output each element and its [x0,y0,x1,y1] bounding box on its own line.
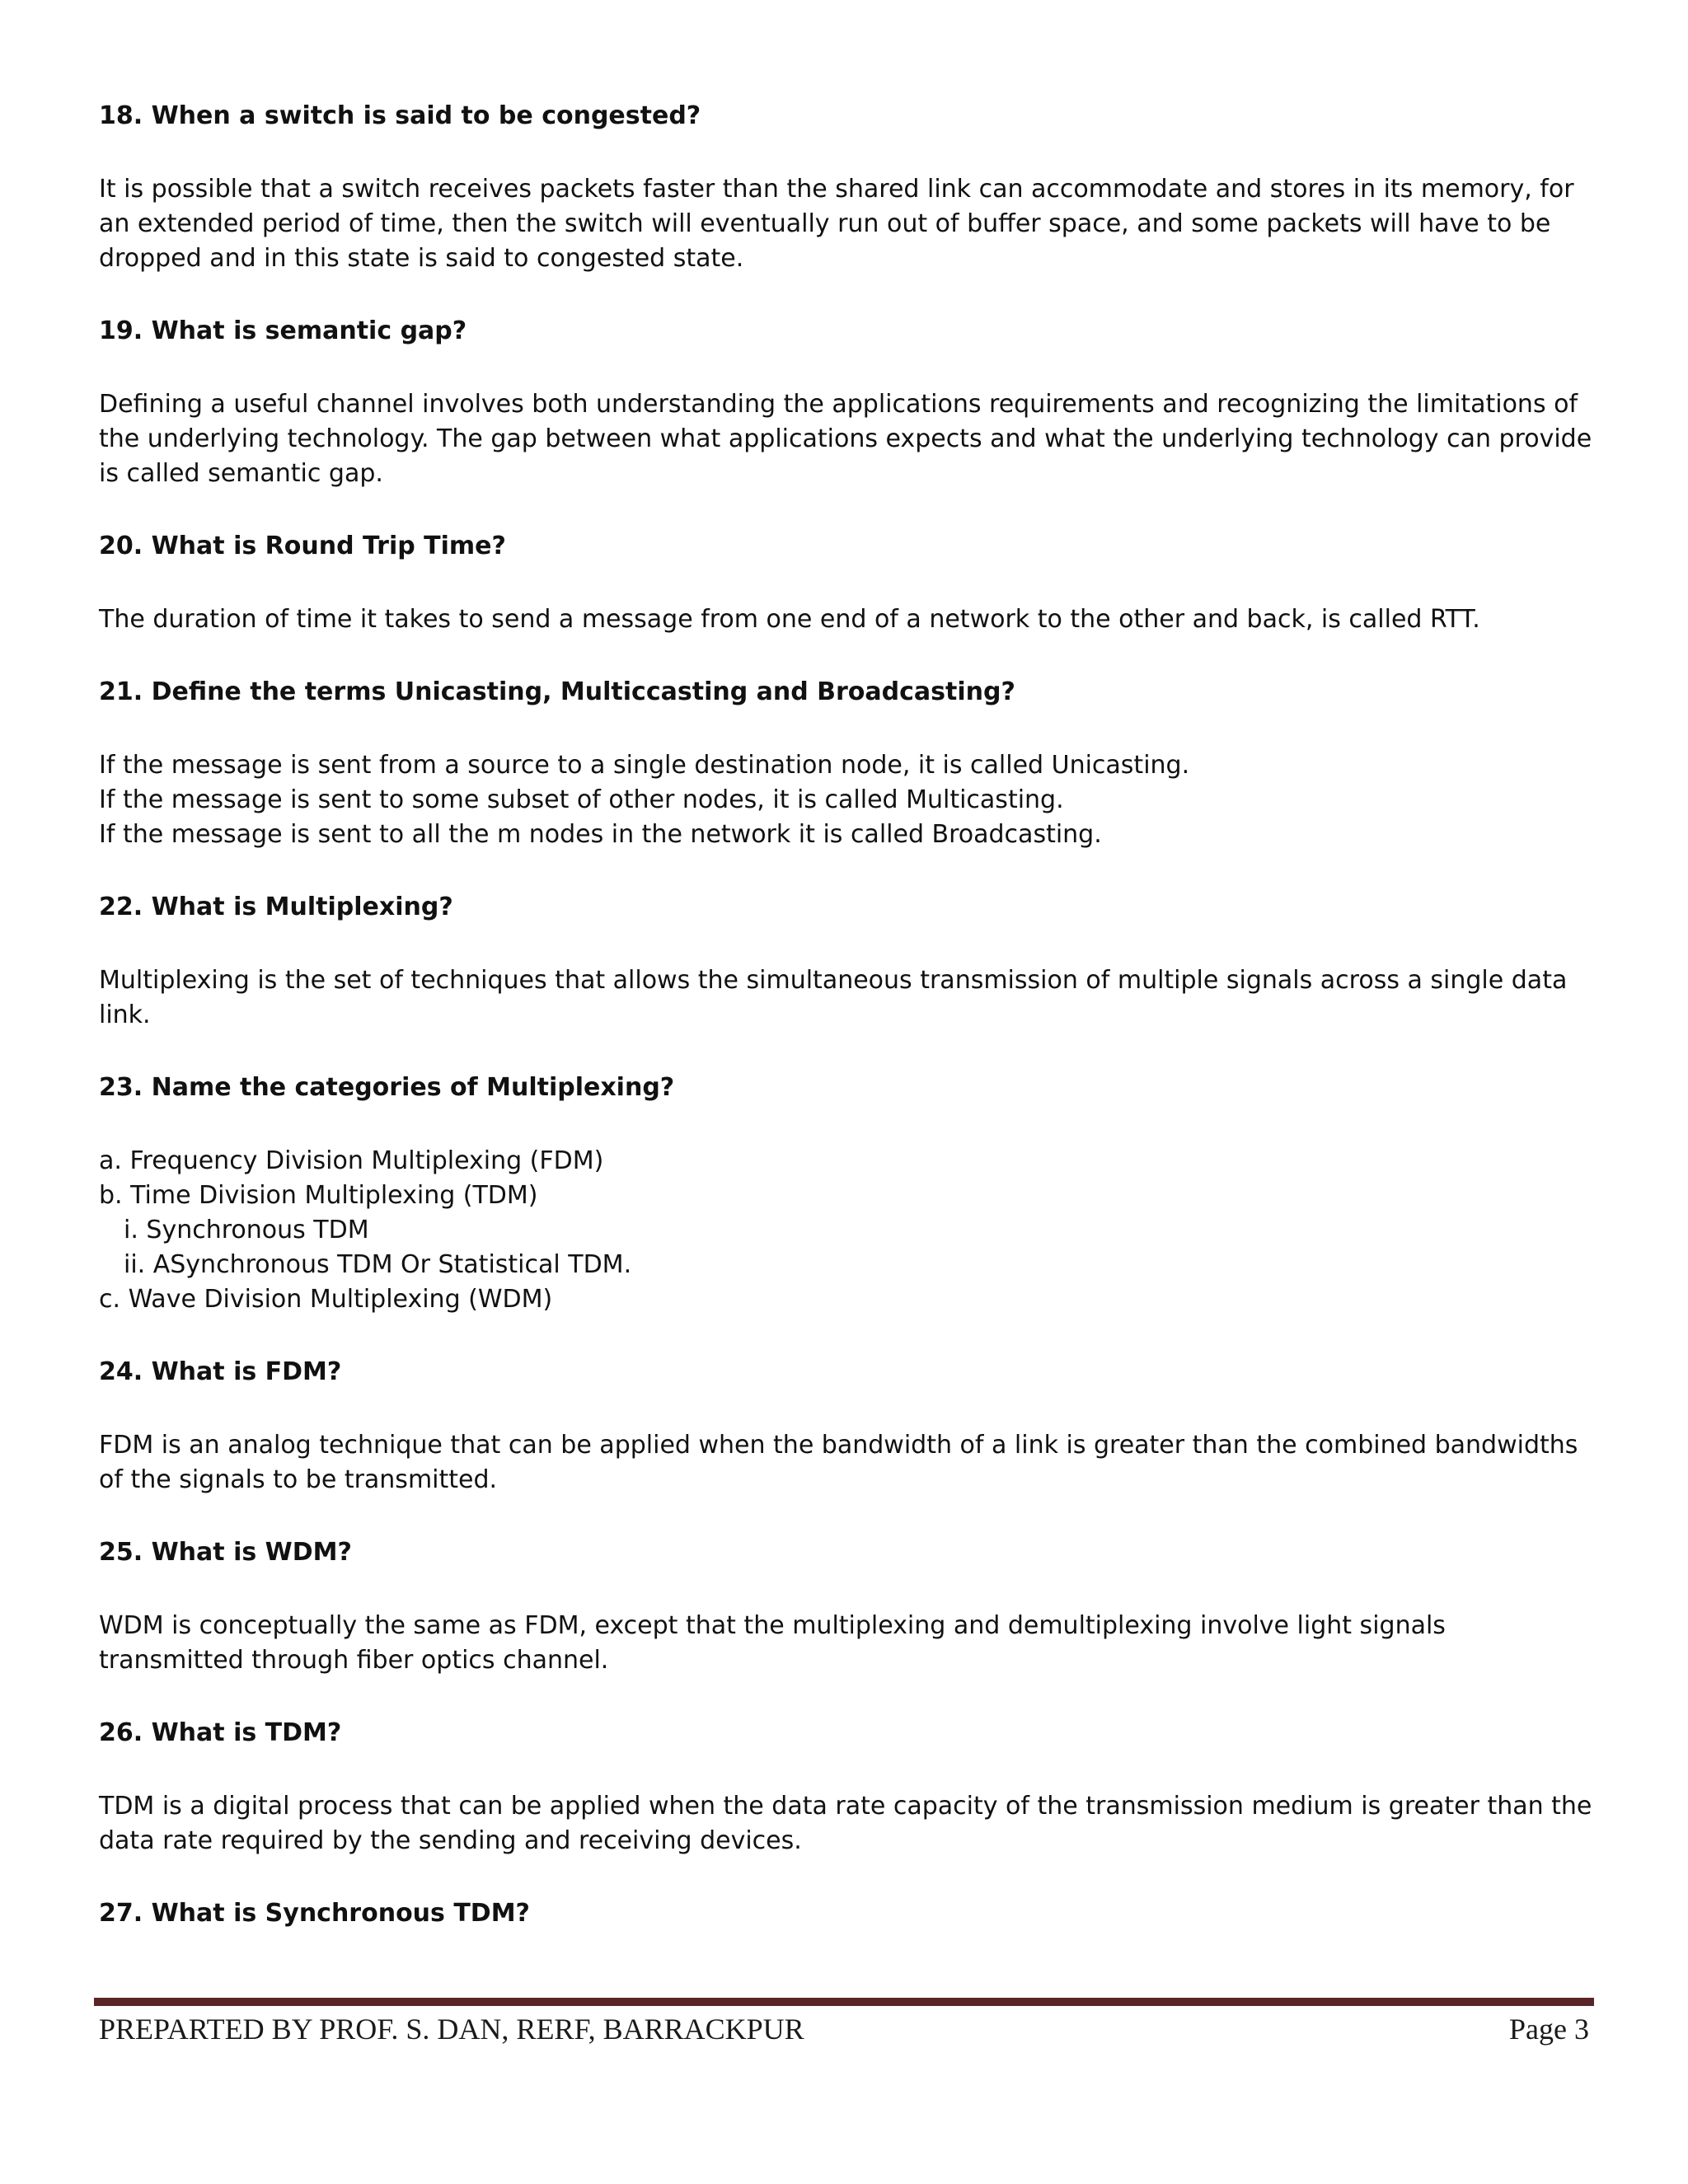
answer-line: FDM is an analog technique that can be applied when the bandwidth of a link is greater than the combined bandwidths of the signals to be transmitted. [99,1431,1578,1494]
question-heading: 27. What is Synchronous TDM? [99,1899,530,1928]
question-heading: 24. What is FDM? [99,1357,342,1386]
question-heading: 21. Define the terms Unicasting, Multiccasting and Broadcasting? [99,677,1015,706]
qa-block-26 [99,1716,1595,1858]
list-item: a. Frequency Division Multiplexing (FDM) [99,1146,604,1175]
footer-divider [94,1998,1594,2006]
answer-line: It is possible that a switch receives packets faster than the shared link can accommodate and stores in its memory, for an extended period of time, then the switch will eventually run out of buffer space, and some packets will have to be dropped and in this state is said to congested state. [99,175,1574,273]
answer-line: If the message is sent to some subset of other nodes, it is called Multicasting. [99,785,1064,814]
answer-text [99,172,1595,276]
question-heading: 25. What is WDM? [99,1538,352,1567]
qa-block-20 [99,529,1595,637]
question-heading: 19. What is semantic gap? [99,316,467,345]
answer-line: WDM is conceptually the same as FDM, except that the multiplexing and demultiplexing involve light signals transmitted through fiber optics channel. [99,1611,1446,1675]
qa-block-19 [99,314,1595,491]
answer-text [99,387,1595,491]
footer-row [94,2009,1594,2049]
answer-line: The duration of time it takes to send a message from one end of a network to the other and back, is called RTT. [99,605,1480,634]
answer-line: If the message is sent to all the m nodes in the network it is called Broadcasting. [99,820,1102,849]
question-heading: 18. When a switch is said to be congested? [99,101,701,130]
question-heading: 22. What is Multiplexing? [99,893,453,921]
footer-author: PREPARTED BY PROF. S. DAN, RERF, BARRACKPUR [99,2013,804,2046]
page-number: Page 3 [1509,2013,1589,2046]
question-heading: 20. What is Round Trip Time? [99,532,506,560]
answer-text [99,1609,1595,1678]
answer-list [99,1144,1595,1317]
qa-block-22 [99,890,1595,1033]
list-sub-item: ii. ASynchronous TDM Or Statistical TDM. [124,1250,632,1279]
answer-text [99,602,1595,637]
qa-block-21 [99,675,1595,852]
list-item: c. Wave Division Multiplexing (WDM) [99,1285,553,1314]
answer-text [99,1428,1595,1497]
answer-text [99,1789,1595,1858]
answer-text [99,748,1595,852]
qa-block-23 [99,1071,1595,1317]
qa-block-25 [99,1535,1595,1678]
qa-block-18 [99,99,1595,276]
page-content [99,99,1595,1970]
answer-line: Defining a useful channel involves both understanding the applications requirements and recognizing the limitations of the underlying technology. The gap between what applications expects and what the underlying technology can provide is called semantic gap. [99,390,1592,488]
question-heading: 23. Name the categories of Multiplexing? [99,1073,675,1102]
list-sub-item: i. Synchronous TDM [124,1216,369,1244]
qa-block-27 [99,1896,1595,1931]
answer-line: If the message is sent from a source to a single destination node, it is called Unicasting. [99,751,1190,780]
page-footer [94,1998,1594,2049]
list-item: b. Time Division Multiplexing (TDM) [99,1181,538,1210]
answer-line: TDM is a digital process that can be applied when the data rate capacity of the transmission medium is greater than the data rate required by the sending and receiving devices. [99,1792,1592,1855]
answer-text [99,963,1595,1033]
qa-block-24 [99,1355,1595,1497]
answer-line: Multiplexing is the set of techniques that allows the simultaneous transmission of multiple signals across a single data link. [99,966,1568,1029]
question-heading: 26. What is TDM? [99,1718,342,1747]
